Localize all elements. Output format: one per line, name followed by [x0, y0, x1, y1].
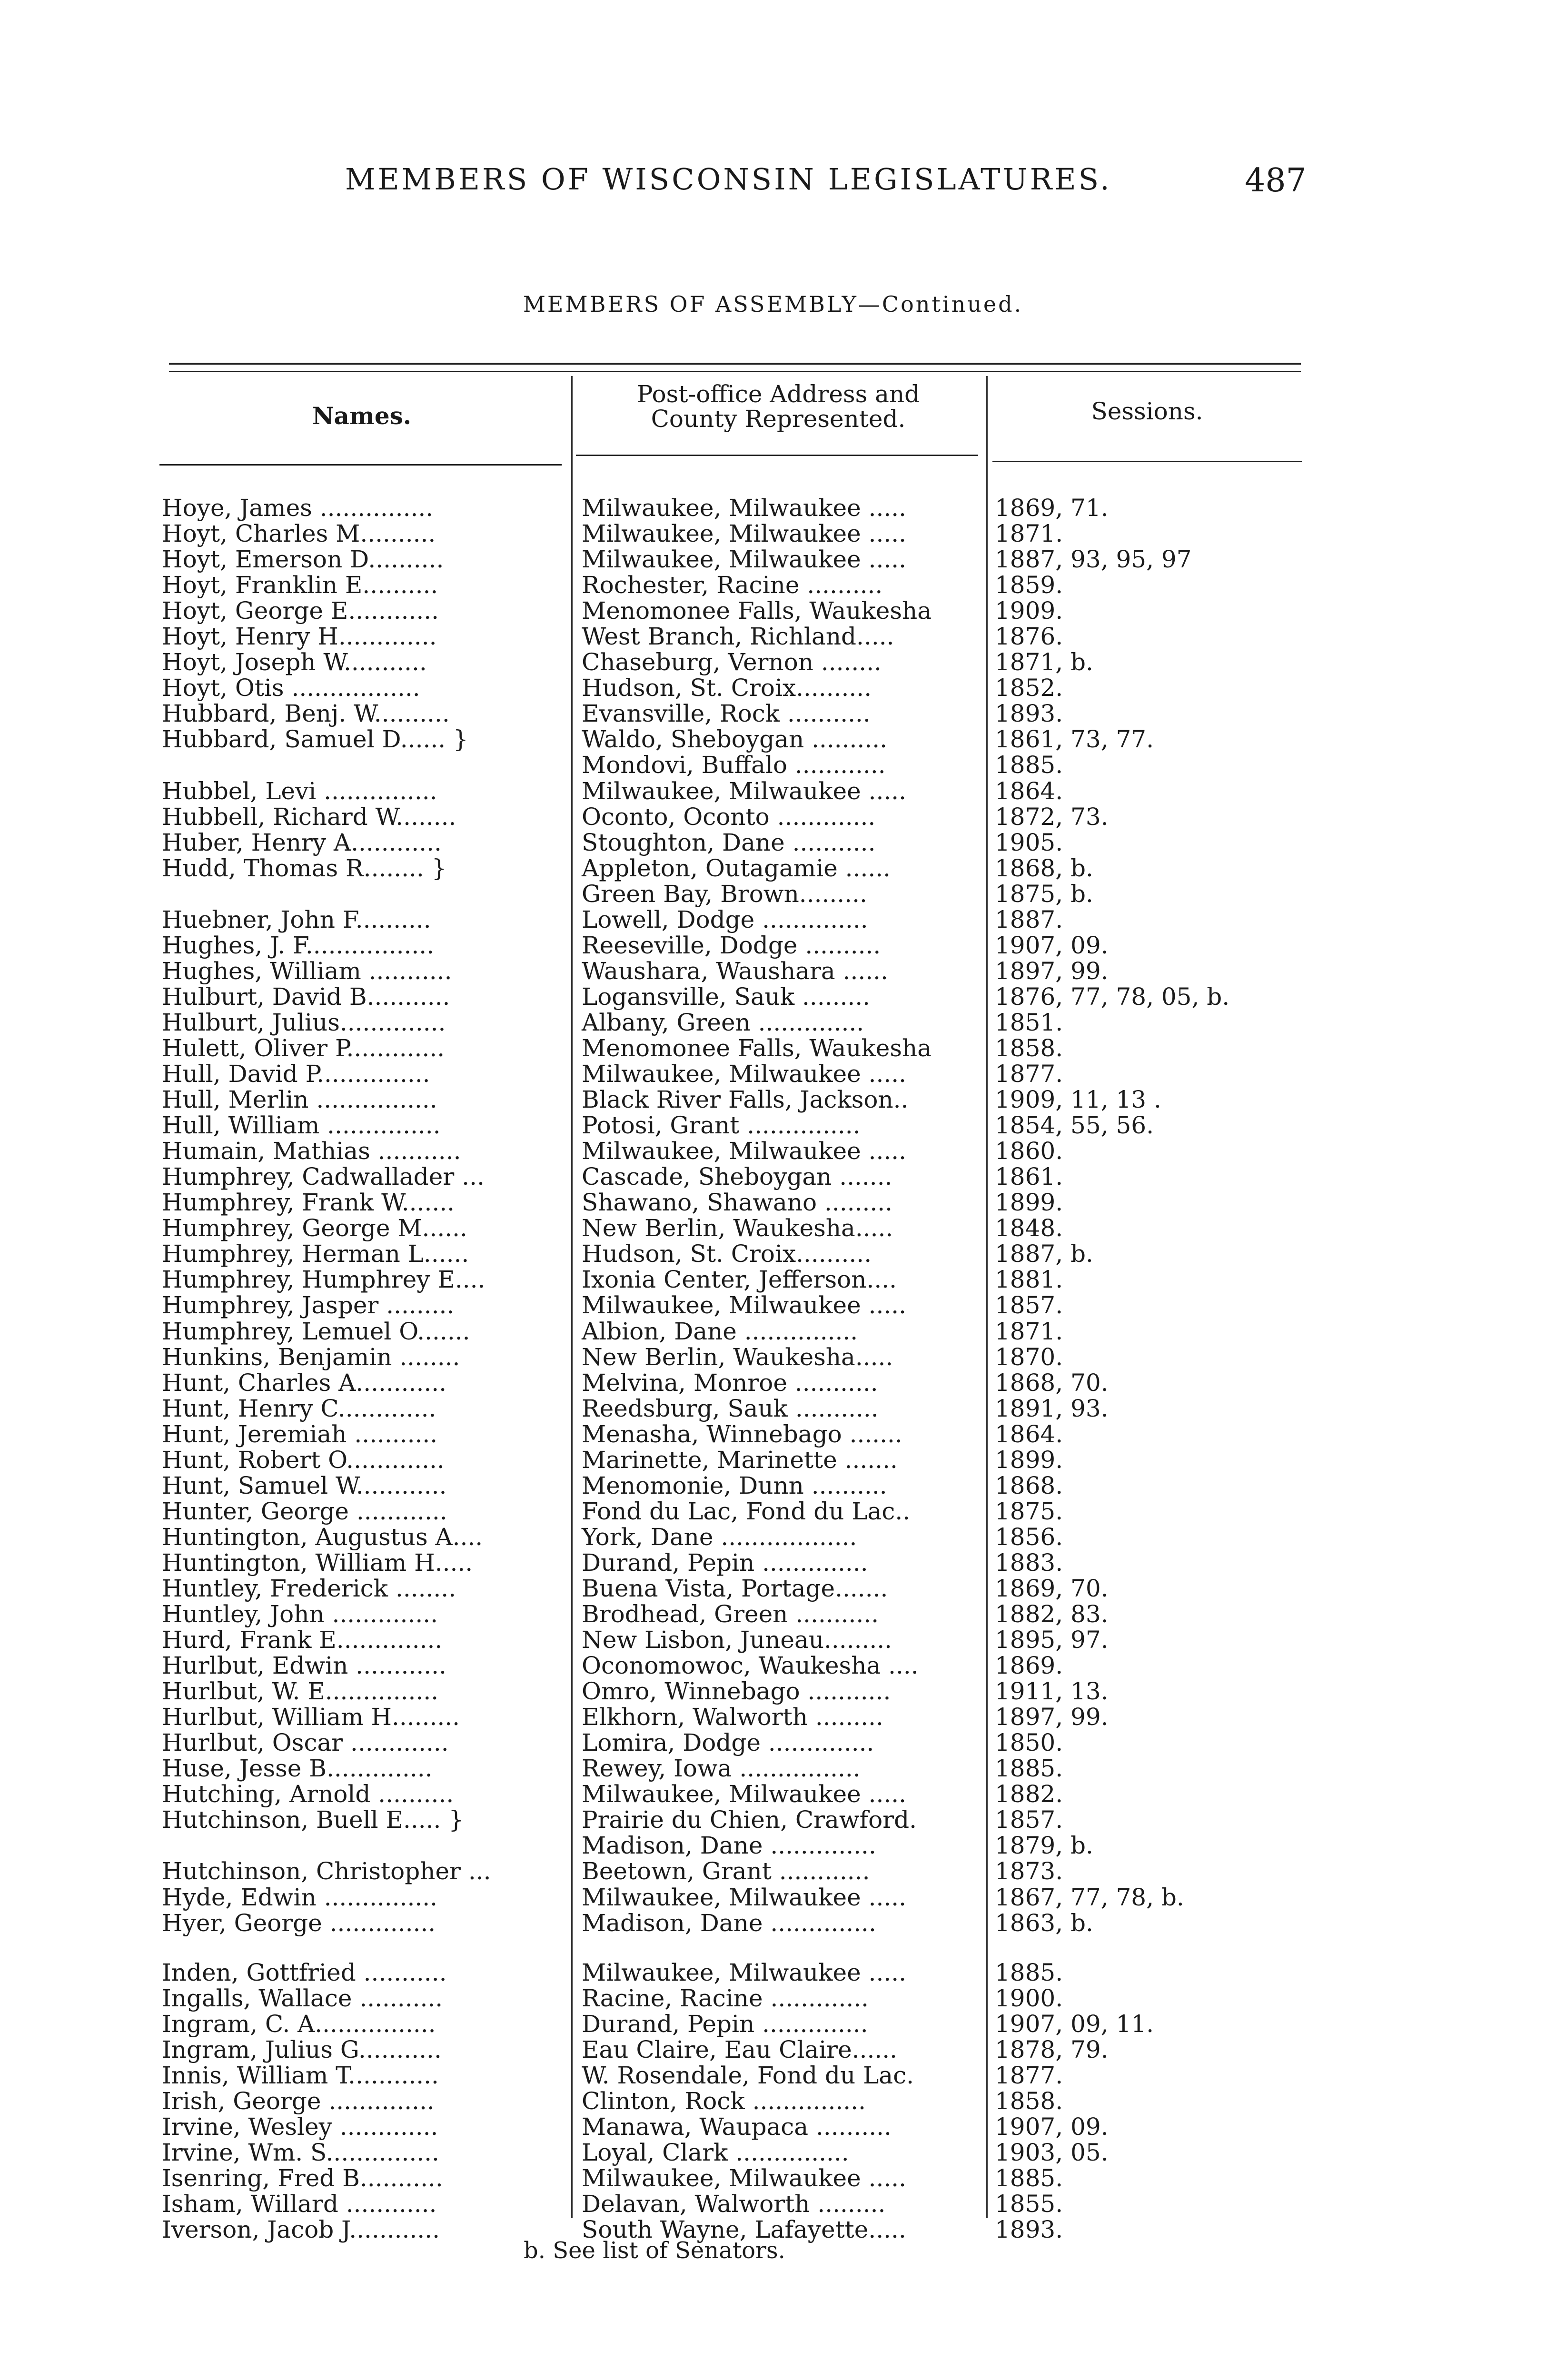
table-row: [0, 1087, 1546, 1112]
member-address: Milwaukee, Milwaukee .....: [582, 1883, 907, 1911]
table-row: [0, 726, 1546, 752]
member-sessions: 1909, 11, 13 .: [995, 1086, 1161, 1114]
member-address: Milwaukee, Milwaukee .....: [582, 494, 907, 522]
member-name: Hoyt, Emerson D..........: [162, 545, 444, 574]
table-row: [0, 1473, 1546, 1498]
member-address: Brodhead, Green ...........: [582, 1600, 879, 1628]
member-name: Iverson, Jacob J............: [162, 2216, 440, 2244]
member-sessions: 1876.: [995, 623, 1063, 651]
member-address: Milwaukee, Milwaukee .....: [582, 1958, 907, 1986]
member-address: Madison, Dane ..............: [582, 1909, 876, 1937]
member-sessions: 1857.: [995, 1806, 1063, 1834]
table-row: [0, 778, 1546, 804]
table-row: [0, 1550, 1546, 1576]
member-name: Huntington, William H.....: [162, 1548, 473, 1577]
section-heading: MEMBERS OF ASSEMBLY—Continued.: [523, 291, 1023, 317]
member-sessions: 1883.: [995, 1548, 1063, 1577]
table-row: [0, 2037, 1546, 2063]
member-sessions: 1893.: [995, 2216, 1063, 2244]
header-bottom-rule-address: [576, 455, 978, 456]
running-head: [0, 162, 1546, 209]
member-address: Eau Claire, Eau Claire......: [582, 2035, 898, 2063]
member-name: Hunt, Henry C.............: [162, 1394, 436, 1422]
member-sessions: 1875, b.: [995, 880, 1093, 908]
member-address: Beetown, Grant ............: [582, 1857, 870, 1885]
member-name: Humphrey, Cadwallader ...: [162, 1163, 485, 1191]
member-address: Lowell, Dodge ..............: [582, 905, 868, 933]
table-row: [0, 1112, 1546, 1138]
member-name: Ingram, Julius G...........: [162, 2035, 442, 2063]
member-sessions: 1891, 93.: [995, 1394, 1109, 1422]
member-sessions: 1875.: [995, 1497, 1063, 1525]
table-row: [0, 1960, 1546, 1985]
member-name: Hutching, Arnold ..........: [162, 1780, 454, 1808]
member-name: Hubbell, Richard W........: [162, 803, 456, 831]
member-address: Buena Vista, Portage.......: [582, 1574, 888, 1602]
member-name: Hull, David P...............: [162, 1060, 430, 1088]
member-sessions: 1848.: [995, 1214, 1063, 1242]
member-sessions: 1854, 55, 56.: [995, 1111, 1154, 1140]
member-name: Hoyt, Franklin E..........: [162, 571, 438, 599]
member-address: Green Bay, Brown.........: [582, 880, 867, 908]
member-sessions: 1879, b.: [995, 1832, 1093, 1860]
member-address: Marinette, Marinette .......: [582, 1446, 898, 1474]
table-row: [0, 1010, 1546, 1035]
member-address: Prairie du Chien, Crawford.: [582, 1806, 917, 1834]
member-name: Hurd, Frank E..............: [162, 1626, 443, 1654]
member-address: Menomonie, Dunn ..........: [582, 1471, 887, 1499]
member-address: Waldo, Sheboygan ..........: [582, 725, 887, 754]
table-row: [0, 1653, 1546, 1678]
header-bottom-rule-sessions: [992, 461, 1302, 462]
member-name: Hunt, Jeremiah ...........: [162, 1420, 438, 1448]
table-row: [0, 2191, 1546, 2217]
member-sessions: 1909.: [995, 597, 1063, 625]
member-sessions: 1855.: [995, 2190, 1063, 2218]
table-row: [0, 1833, 1546, 1858]
member-name: Hubbard, Samuel D...... }: [162, 725, 468, 754]
member-address: Reedsburg, Sauk ...........: [582, 1394, 879, 1422]
member-name: Hoyt, Charles M..........: [162, 520, 436, 548]
table-row: [0, 1164, 1546, 1190]
table-row: [0, 1807, 1546, 1833]
member-address: Lomira, Dodge ..............: [582, 1729, 874, 1757]
table-row: [0, 649, 1546, 675]
letter-group-gap: [0, 1936, 1546, 1960]
member-name: Hudd, Thomas R........ }: [162, 854, 447, 882]
table-row: [0, 752, 1546, 778]
member-sessions: 1897, 99.: [995, 957, 1109, 985]
member-sessions: 1861.: [995, 1163, 1063, 1191]
members-table: [0, 495, 1546, 2242]
member-name: Ingram, C. A................: [162, 2010, 436, 2038]
table-row: [0, 1781, 1546, 1807]
member-name: Hoyt, Otis .................: [162, 674, 420, 702]
member-address: Racine, Racine .............: [582, 1984, 869, 2012]
table-row: [0, 1678, 1546, 1704]
member-name: Irish, George ..............: [162, 2087, 435, 2115]
table-row: [0, 1627, 1546, 1653]
member-name: Hurlbut, Oscar .............: [162, 1729, 449, 1757]
table-row: [0, 1524, 1546, 1550]
member-name: Huntington, Augustus A....: [162, 1523, 483, 1551]
member-sessions: 1887, 93, 95, 97: [995, 545, 1192, 574]
table-row: [0, 624, 1546, 649]
member-address: Waushara, Waushara ......: [582, 957, 888, 985]
member-name: Hurlbut, William H.........: [162, 1703, 460, 1731]
member-name: Hurlbut, Edwin ............: [162, 1652, 446, 1680]
member-address: Durand, Pepin ..............: [582, 1548, 868, 1577]
table-row: [0, 1241, 1546, 1267]
member-sessions: 1878, 79.: [995, 2035, 1109, 2063]
member-sessions: 1893.: [995, 700, 1063, 728]
member-name: Hulburt, Julius..............: [162, 1008, 446, 1036]
member-name: Hyer, George ..............: [162, 1909, 436, 1937]
member-sessions: 1899.: [995, 1446, 1063, 1474]
member-address: Milwaukee, Milwaukee .....: [582, 1060, 907, 1088]
table-row: [0, 2165, 1546, 2191]
member-sessions: 1856.: [995, 1523, 1063, 1551]
table-row: [0, 495, 1546, 521]
table-row: [0, 675, 1546, 701]
member-address: Madison, Dane ..............: [582, 1832, 876, 1860]
table-row: [0, 1292, 1546, 1318]
member-sessions: 1882.: [995, 1780, 1063, 1808]
footnote: b. See list of Senators.: [524, 2237, 785, 2264]
member-sessions: 1873.: [995, 1857, 1063, 1885]
table-row: [0, 546, 1546, 572]
member-sessions: 1885.: [995, 1958, 1063, 1986]
member-name: Humphrey, Jasper .........: [162, 1291, 455, 1319]
member-address: Clinton, Rock ...............: [582, 2087, 866, 2115]
table-row: [0, 1370, 1546, 1396]
member-sessions: 1907, 09.: [995, 2112, 1109, 2141]
member-address: Rochester, Racine ..........: [582, 571, 883, 599]
table-row: [0, 1396, 1546, 1421]
member-name: Huebner, John F..........: [162, 905, 431, 933]
member-name: Humphrey, Frank W.......: [162, 1189, 455, 1217]
member-address: Albany, Green ..............: [582, 1008, 864, 1036]
member-name: Hulett, Oliver P.............: [162, 1034, 445, 1062]
member-name: Hulburt, David B...........: [162, 982, 450, 1011]
member-sessions: 1857.: [995, 1291, 1063, 1319]
member-name: Huse, Jesse B..............: [162, 1755, 433, 1783]
member-sessions: 1869, 70.: [995, 1574, 1109, 1602]
member-sessions: 1905.: [995, 828, 1063, 856]
member-name: Humain, Mathias ...........: [162, 1137, 461, 1165]
member-address: Durand, Pepin ..............: [582, 2010, 868, 2038]
member-name: Hunkins, Benjamin ........: [162, 1343, 460, 1371]
member-sessions: 1867, 77, 78, b.: [995, 1883, 1184, 1911]
member-address: Oconomowoc, Waukesha ....: [582, 1652, 919, 1680]
table-row: [0, 1755, 1546, 1781]
member-sessions: 1858.: [995, 1034, 1063, 1062]
member-name: Humphrey, George M......: [162, 1214, 467, 1242]
member-address: Reeseville, Dodge ..........: [582, 931, 881, 959]
member-name: Humphrey, Lemuel O.......: [162, 1317, 470, 1345]
member-address: West Branch, Richland.....: [582, 623, 894, 651]
table-row: [0, 2063, 1546, 2088]
member-sessions: 1911, 13.: [995, 1677, 1109, 1706]
table-top-rule-thin: [169, 371, 1301, 372]
member-address: Black River Falls, Jackson..: [582, 1086, 909, 1114]
table-row: [0, 958, 1546, 984]
table-row: [0, 1344, 1546, 1370]
member-name: Irvine, Wm. S...............: [162, 2138, 439, 2166]
member-sessions: 1868, b.: [995, 854, 1093, 882]
table-row: [0, 804, 1546, 830]
member-name: Hoyt, Joseph W...........: [162, 648, 427, 676]
member-address: Stoughton, Dane ...........: [582, 828, 876, 856]
page-number: 487: [1245, 162, 1307, 199]
member-name: Ingalls, Wallace ...........: [162, 1984, 443, 2012]
member-address: Menomonee Falls, Waukesha: [582, 597, 932, 625]
table-row: [0, 2011, 1546, 2037]
member-name: Hubbard, Benj. W..........: [162, 700, 450, 728]
member-name: Hubbel, Levi ...............: [162, 777, 437, 805]
member-sessions: 1895, 97.: [995, 1626, 1109, 1654]
table-row: [0, 1601, 1546, 1627]
member-address: New Berlin, Waukesha.....: [582, 1214, 893, 1242]
table-row: [0, 1138, 1546, 1164]
table-row: [0, 1858, 1546, 1884]
table-top-rule: [169, 363, 1301, 365]
member-name: Hutchinson, Christopher ...: [162, 1857, 491, 1885]
member-address: Mondovi, Buffalo ............: [582, 751, 886, 779]
member-name: Isenring, Fred B...........: [162, 2164, 443, 2192]
member-address: Shawano, Shawano .........: [582, 1189, 893, 1217]
member-name: Humphrey, Humphrey E....: [162, 1266, 486, 1294]
member-address: Milwaukee, Milwaukee .....: [582, 1780, 907, 1808]
member-sessions: 1864.: [995, 777, 1063, 805]
member-sessions: 1852.: [995, 674, 1063, 702]
member-address: Menasha, Winnebago .......: [582, 1420, 902, 1448]
member-name: Huntley, Frederick ........: [162, 1574, 456, 1602]
table-row: [0, 881, 1546, 907]
member-address: Milwaukee, Milwaukee .....: [582, 545, 907, 574]
member-address: Evansville, Rock ...........: [582, 700, 871, 728]
member-sessions: 1870.: [995, 1343, 1063, 1371]
member-address: Cascade, Sheboygan .......: [582, 1163, 892, 1191]
table-row: [0, 1576, 1546, 1601]
member-name: Hyde, Edwin ...............: [162, 1883, 438, 1911]
table-row: [0, 2114, 1546, 2140]
member-name: Hoyt, George E............: [162, 597, 439, 625]
header-bottom-rule-names: [159, 464, 562, 466]
member-name: Hoye, James ...............: [162, 494, 434, 522]
table-row: [0, 1985, 1546, 2011]
member-address: Milwaukee, Milwaukee .....: [582, 2164, 907, 2192]
member-sessions: 1868, 70.: [995, 1368, 1109, 1397]
table-row: [0, 2140, 1546, 2165]
table-row: [0, 907, 1546, 932]
running-title: MEMBERS OF WISCONSIN LEGISLATURES.: [345, 162, 1112, 197]
member-address: Elkhorn, Walworth .........: [582, 1703, 883, 1731]
member-address: Potosi, Grant ...............: [582, 1111, 861, 1140]
table-row: [0, 830, 1546, 855]
table-row: [0, 1884, 1546, 1910]
member-sessions: 1882, 83.: [995, 1600, 1109, 1628]
table-row: [0, 1267, 1546, 1292]
member-name: Hoyt, Henry H.............: [162, 623, 437, 651]
member-sessions: 1850.: [995, 1729, 1063, 1757]
table-row: [0, 572, 1546, 598]
table-row: [0, 1061, 1546, 1087]
member-name: Humphrey, Herman L......: [162, 1240, 469, 1268]
member-sessions: 1851.: [995, 1008, 1063, 1036]
member-sessions: 1859.: [995, 571, 1063, 599]
member-address: Milwaukee, Milwaukee .....: [582, 777, 907, 805]
table-row: [0, 701, 1546, 726]
member-address: Delavan, Walworth .........: [582, 2190, 886, 2218]
member-address: Milwaukee, Milwaukee .....: [582, 1291, 907, 1319]
member-sessions: 1887, b.: [995, 1240, 1093, 1268]
table-row: [0, 1447, 1546, 1473]
member-sessions: 1885.: [995, 751, 1063, 779]
column-header-address-line1: Post-office Address and: [636, 380, 920, 408]
table-row: [0, 521, 1546, 546]
member-sessions: 1871, b.: [995, 648, 1093, 676]
member-sessions: 1864.: [995, 1420, 1063, 1448]
table-row: [0, 1704, 1546, 1730]
member-name: Hughes, J. F.................: [162, 931, 435, 959]
member-address: Omro, Winnebago ...........: [582, 1677, 891, 1706]
member-sessions: 1907, 09, 11.: [995, 2010, 1154, 2038]
member-sessions: 1885.: [995, 1755, 1063, 1783]
member-name: Isham, Willard ............: [162, 2190, 437, 2218]
column-header-address: [576, 382, 981, 431]
member-name: Hunt, Charles A............: [162, 1368, 447, 1397]
member-address: W. Rosendale, Fond du Lac.: [582, 2061, 914, 2089]
member-address: Fond du Lac, Fond du Lac..: [582, 1497, 911, 1525]
member-address: Ixonia Center, Jefferson....: [582, 1266, 897, 1294]
member-address: Hudson, St. Croix..........: [582, 674, 872, 702]
member-name: Hughes, William ...........: [162, 957, 452, 985]
member-name: Hutchinson, Buell E..... }: [162, 1806, 464, 1834]
table-row: [0, 598, 1546, 624]
table-row: [0, 1498, 1546, 1524]
column-header-names: Names.: [312, 402, 412, 430]
table-row: [0, 1035, 1546, 1061]
member-sessions: 1863, b.: [995, 1909, 1093, 1937]
member-name: Huber, Henry A............: [162, 828, 442, 856]
member-address: Hudson, St. Croix..........: [582, 1240, 872, 1268]
member-address: Loyal, Clark ...............: [582, 2138, 849, 2166]
member-address: Menomonee Falls, Waukesha: [582, 1034, 932, 1062]
column-header-address-line2: County Represented.: [651, 405, 906, 433]
member-name: Hull, William ...............: [162, 1111, 441, 1140]
member-sessions: 1869, 71.: [995, 494, 1109, 522]
member-address: Milwaukee, Milwaukee .....: [582, 520, 907, 548]
member-address: Milwaukee, Milwaukee .....: [582, 1137, 907, 1165]
member-address: York, Dane ..................: [582, 1523, 857, 1551]
member-address: New Berlin, Waukesha.....: [582, 1343, 893, 1371]
member-sessions: 1860.: [995, 1137, 1063, 1165]
member-name: Hunt, Robert O.............: [162, 1446, 445, 1474]
member-sessions: 1876, 77, 78, 05, b.: [995, 982, 1230, 1011]
member-sessions: 1907, 09.: [995, 931, 1109, 959]
member-sessions: 1881.: [995, 1266, 1063, 1294]
member-address: Logansville, Sauk .........: [582, 982, 871, 1011]
member-sessions: 1871.: [995, 520, 1063, 548]
member-name: Hull, Merlin ................: [162, 1086, 437, 1114]
member-address: Chaseburg, Vernon ........: [582, 648, 882, 676]
table-row: [0, 1421, 1546, 1447]
table-row: [0, 855, 1546, 881]
member-sessions: 1872, 73.: [995, 803, 1109, 831]
member-address: Manawa, Waupaca ..........: [582, 2112, 892, 2141]
member-name: Irvine, Wesley .............: [162, 2112, 438, 2141]
table-row: [0, 1215, 1546, 1241]
member-address: Melvina, Monroe ...........: [582, 1368, 878, 1397]
member-address: Appleton, Outagamie ......: [582, 854, 891, 882]
table-row: [0, 932, 1546, 958]
member-sessions: 1868.: [995, 1471, 1063, 1499]
member-sessions: 1858.: [995, 2087, 1063, 2115]
member-sessions: 1900.: [995, 1984, 1063, 2012]
table-row: [0, 2088, 1546, 2114]
member-sessions: 1887.: [995, 905, 1063, 933]
member-address: Oconto, Oconto .............: [582, 803, 876, 831]
member-address: South Wayne, Lafayette.....: [582, 2216, 906, 2244]
member-sessions: 1871.: [995, 1317, 1063, 1345]
column-header-sessions: Sessions.: [1091, 397, 1203, 425]
member-sessions: 1877.: [995, 2061, 1063, 2089]
table-row: [0, 1910, 1546, 1936]
member-address: New Lisbon, Juneau.........: [582, 1626, 892, 1654]
member-name: Hunter, George ............: [162, 1497, 447, 1525]
member-sessions: 1861, 73, 77.: [995, 725, 1154, 754]
member-sessions: 1885.: [995, 2164, 1063, 2192]
member-name: Innis, William T............: [162, 2061, 439, 2089]
member-name: Hunt, Samuel W............: [162, 1471, 447, 1499]
member-name: Inden, Gottfried ...........: [162, 1958, 447, 1986]
table-row: [0, 1319, 1546, 1344]
member-name: Hurlbut, W. E...............: [162, 1677, 439, 1706]
member-name: Huntley, John ..............: [162, 1600, 438, 1628]
member-address: Rewey, Iowa ................: [582, 1755, 861, 1783]
table-row: [0, 1190, 1546, 1215]
member-sessions: 1899.: [995, 1189, 1063, 1217]
member-sessions: 1897, 99.: [995, 1703, 1109, 1731]
member-sessions: 1877.: [995, 1060, 1063, 1088]
table-row: [0, 984, 1546, 1010]
member-sessions: 1869.: [995, 1652, 1063, 1680]
member-sessions: 1903, 05.: [995, 2138, 1109, 2166]
table-row: [0, 1730, 1546, 1755]
member-address: Albion, Dane ...............: [582, 1317, 858, 1345]
